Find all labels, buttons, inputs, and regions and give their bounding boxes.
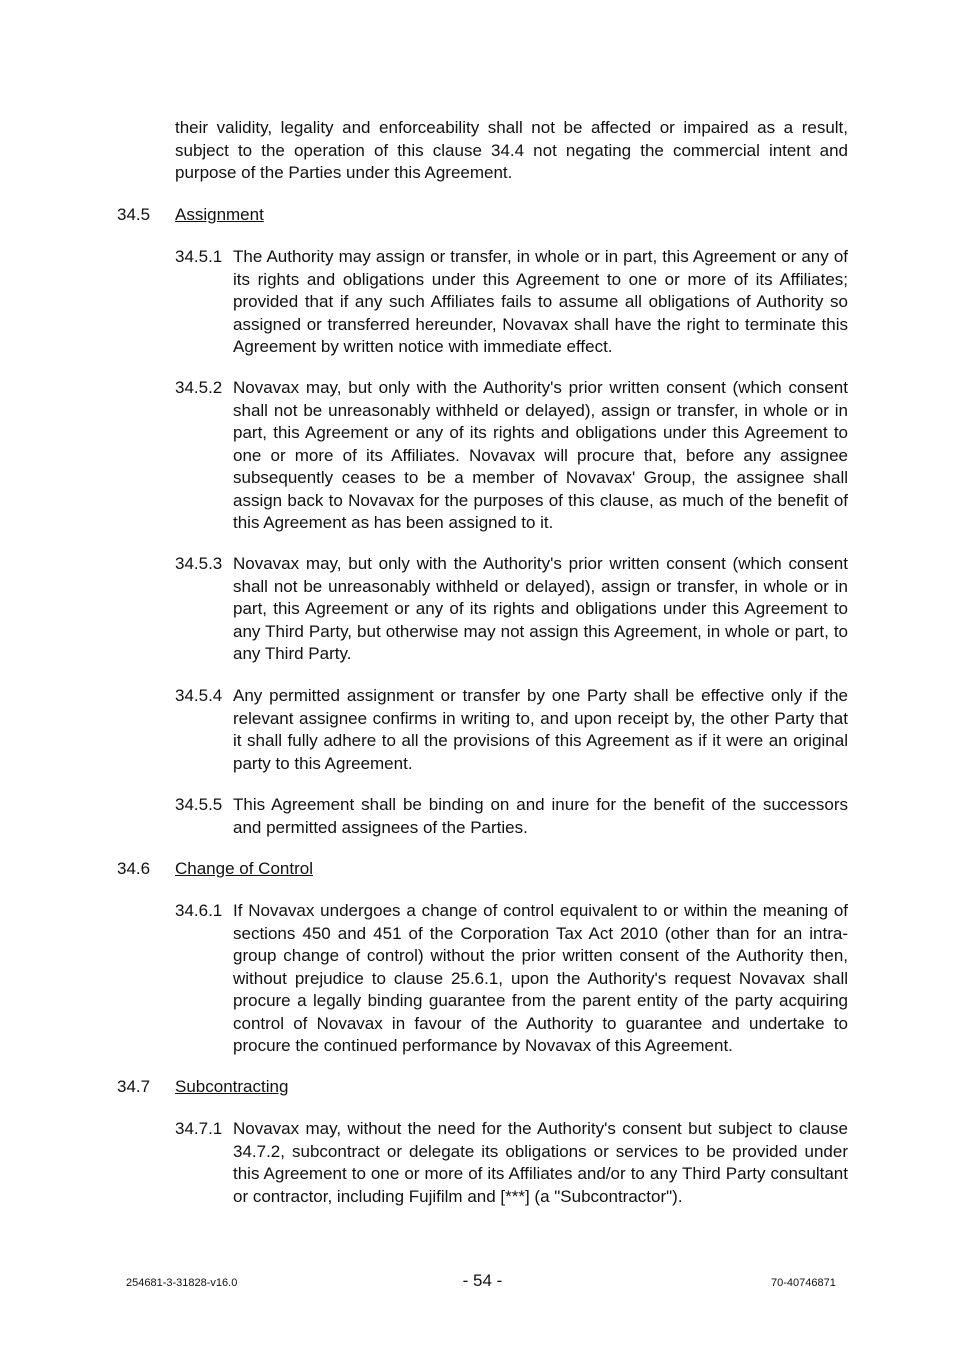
clause-number: 34.5.3 [175,554,223,573]
clause-text: Novavax may, without the need for the Authority's consent but subject to clause 34.7.2, subcontract or delegate its obligations or services to be provided under this Agreement to one or more of its Affiliates and/or to any Third Party consultant or contractor, including Fujifilm and [***] (a "Subcontractor"). [233,1119,848,1206]
clause-text: Novavax may, but only with the Authority's prior written consent (which consent shall not be unreasonably withheld or delayed), assign or transfer, in whole or in part, this Agreement or any of its rights and obligations under this Agreement to any Third Party, but otherwise may not assign this Agreement, in whole or part, to any Third Party. [233,554,848,663]
clause-text: Any permitted assignment or transfer by one Party shall be effective only if the relevant assignee confirms in writing to, and upon receipt by, the other Party that it shall fully adhere to all the provisions of this Agreement as if it were an original party to this Agreement. [233,686,848,773]
intro-paragraph: their validity, legality and enforceability shall not be affected or impaired as a result, subject to the operation of this clause 34.4 not negating the commercial intent and purpose of the Parties under this Agreement. [175,118,848,182]
clause-number: 34.7.1 [175,1119,223,1138]
section-title: Assignment [175,205,264,224]
clause-number: 34.5.2 [175,378,223,397]
footer-reference: 70-40746871 [771,1277,836,1289]
footer-document-id: 254681-3-31828-v16.0 [126,1277,238,1289]
section-number: 34.6 [117,859,151,878]
clause-text: The Authority may assign or transfer, in whole or in part, this Agreement or any of its rights and obligations under this Agreement to one or more of its Affiliates; provided that if any such Affiliates fails to assume all obligations of Authority so assigned or transferred hereunder, Novavax shall have the right to terminate this Agreement by written notice with immediate effect. [233,247,848,356]
section-number: 34.5 [117,205,151,224]
clause-number: 34.5.1 [175,247,223,266]
section-title: Subcontracting [175,1077,289,1096]
page-number: - 54 - [462,1271,503,1290]
clause-number: 34.6.1 [175,901,223,920]
clause-text: This Agreement shall be binding on and inure for the benefit of the successors and permitted assignees of the Parties. [233,795,848,837]
clause-number: 34.5.5 [175,795,223,814]
clause-text: Novavax may, but only with the Authority's prior written consent (which consent shall not be unreasonably withheld or delayed), assign or transfer, in whole or in part, this Agreement or any of its rights and obligations under this Agreement to one or more of its Affiliates. Novavax will procure that, before any assignee subsequently ceases to be a member of Novavax' Group, the assignee shall assign back to Novavax for the purposes of this clause, as much of the benefit of this Agreement as has been assigned to it. [233,378,848,532]
section-number: 34.7 [117,1077,151,1096]
section-title: Change of Control [175,859,313,878]
clause-number: 34.5.4 [175,686,223,705]
clause-text: If Novavax undergoes a change of control equivalent to or within the meaning of sections 450 and 451 of the Corporation Tax Act 2010 (other than for an intra-group change of control) without the prior written consent of the Authority then, without prejudice to clause 25.6.1, upon the Authority's request Novavax shall procure a legally binding guarantee from the parent entity of the party acquiring control of Novavax in favour of the Authority to guarantee and undertake to procure the continued performance by Novavax of this Agreement. [233,901,848,1055]
